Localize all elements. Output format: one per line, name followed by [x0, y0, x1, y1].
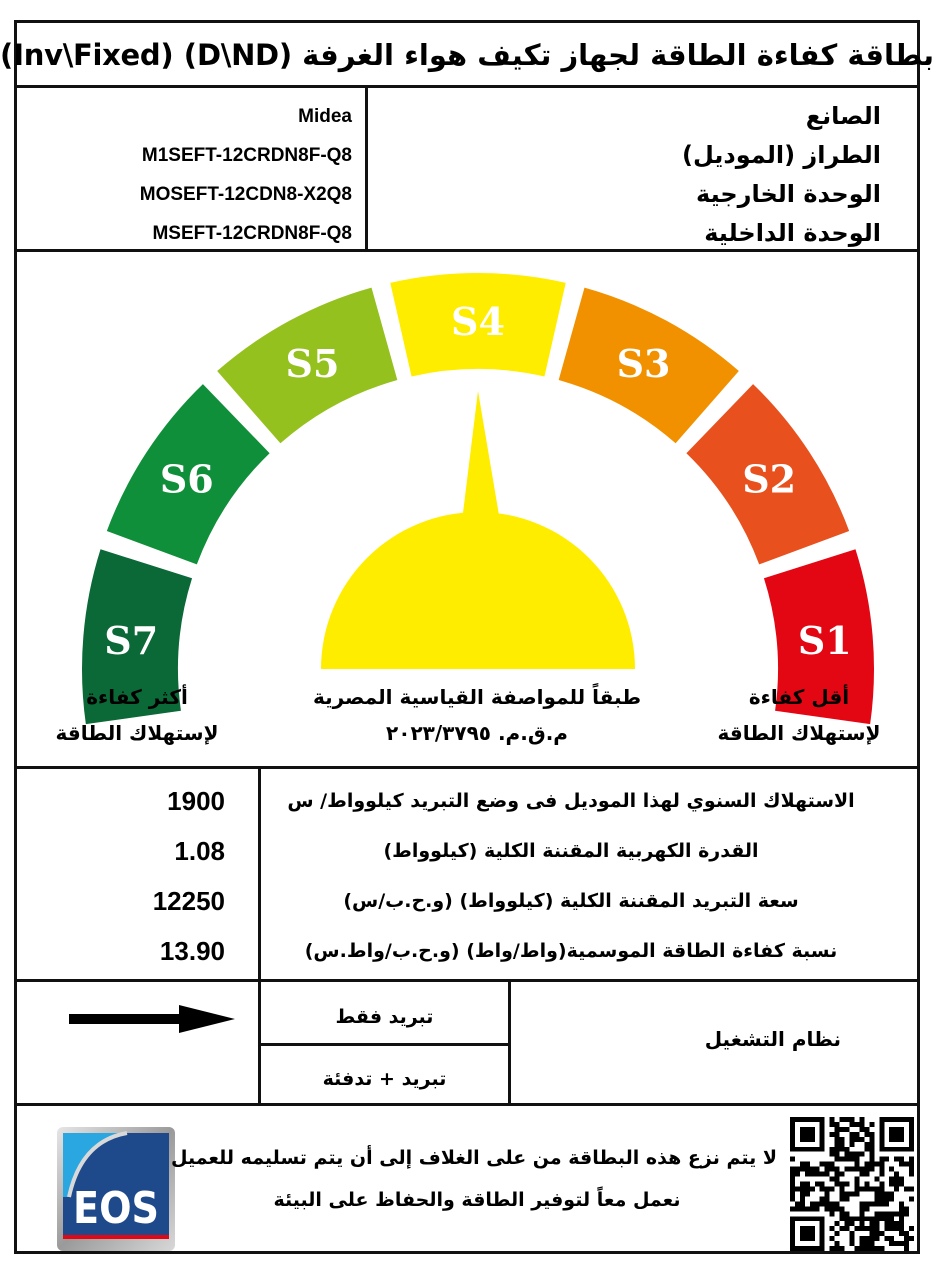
spec-value: 12250 [152, 886, 225, 916]
divider [258, 1043, 511, 1046]
info-values [17, 97, 352, 253]
outdoor-unit-value: MOSEFT-12CDN8-X2Q8 [139, 184, 352, 205]
most-efficient-caption [47, 679, 227, 751]
info-labels [682, 97, 881, 253]
model-value: M1SEFT-12CRDN8F-Q8 [141, 145, 352, 166]
arrow-right-icon [69, 1005, 239, 1033]
least-efficient-caption [709, 679, 889, 751]
indoor-unit-label: الوحدة الداخلية [704, 219, 881, 247]
indoor-unit-value: MSEFT-12CRDN8F-Q8 [152, 223, 352, 244]
standard-line1: طبقاً للمواصفة القياسية المصرية [312, 685, 642, 709]
divider [17, 979, 917, 982]
least-efficient-line1: أقل كفاءة [748, 685, 850, 709]
operation-mode-label-text: نظام التشغيل [704, 1027, 841, 1051]
qr-code-icon[interactable] [789, 1117, 915, 1251]
option-cooling-only: تبريد فقط [335, 1006, 434, 1028]
manufacturer-value: Midea [298, 106, 352, 127]
spec-value: 1.08 [174, 836, 225, 866]
divider [17, 1103, 917, 1106]
divider [17, 85, 917, 88]
spec-row-cooling-capacity [17, 876, 917, 926]
spec-value: 1900 [167, 786, 225, 816]
gauge-segment-label: S1 [797, 617, 852, 663]
spec-label: سعة التبريد المقننة الكلية (كيلوواط) (و.ح.ب/س) [343, 890, 799, 912]
efficiency-gauge [17, 251, 917, 771]
outdoor-unit-label: الوحدة الخارجية [696, 180, 881, 208]
gauge-segment-label: S3 [616, 340, 671, 386]
most-efficient-line1: أكثر كفاءة [86, 685, 188, 709]
gauge-segment-label: S2 [742, 456, 797, 502]
divider [365, 85, 368, 251]
spec-label: الاستهلاك السنوي لهذا الموديل فى وضع التبريد كيلوواط/ س [287, 790, 855, 812]
gauge-pointer-needle [462, 391, 500, 521]
spec-label: نسبة كفاءة الطاقة الموسمية(واط/واط) (و.ح.ب/واط.س) [304, 940, 838, 962]
option-cooling-heating: تبريد + تدفئة [322, 1068, 447, 1090]
svg-text:EOS: EOS [73, 1183, 159, 1234]
spec-value: 13.90 [159, 936, 225, 966]
energy-label-card [0, 20, 934, 1254]
operation-mode-label [511, 1019, 891, 1059]
gauge-pointer-hub [321, 512, 635, 669]
model-label: الطراز (الموديل) [681, 141, 881, 169]
gauge-segment-label: S6 [159, 456, 214, 502]
least-efficient-line2: لإستهلاك الطاقة [717, 721, 881, 745]
spec-label: القدرة الكهربية المقننة الكلية (كيلوواط) [383, 840, 759, 862]
gauge-segment-label: S5 [285, 340, 340, 386]
label-title: بطاقة كفاءة الطاقة لجهاز تكيف هواء الغرفة (D\ND) (Inv\Fixed) [0, 37, 934, 72]
spec-row-annual-consumption [17, 776, 917, 826]
spec-row-rated-power [17, 826, 917, 876]
footer-warning: لا يتم نزع هذه البطاقة من على الغلاف إلى أن يتم تسليمه للعميل [170, 1147, 777, 1169]
most-efficient-line2: لإستهلاك الطاقة [55, 721, 219, 745]
divider [17, 766, 917, 769]
footer-slogan: نعمل معاً لتوفير الطاقة والحفاظ على البيئة [273, 1189, 681, 1211]
eos-logo [57, 1127, 175, 1251]
manufacturer-label: الصانع [805, 102, 881, 130]
gauge-segment-label: S4 [451, 299, 505, 344]
spec-row-seer [17, 926, 917, 976]
gauge-segment-label: S7 [104, 617, 159, 663]
standard-caption [307, 679, 647, 751]
standard-line2: م.ق.م. ٢٠٢٣/٣٧٩٥ [386, 721, 568, 745]
